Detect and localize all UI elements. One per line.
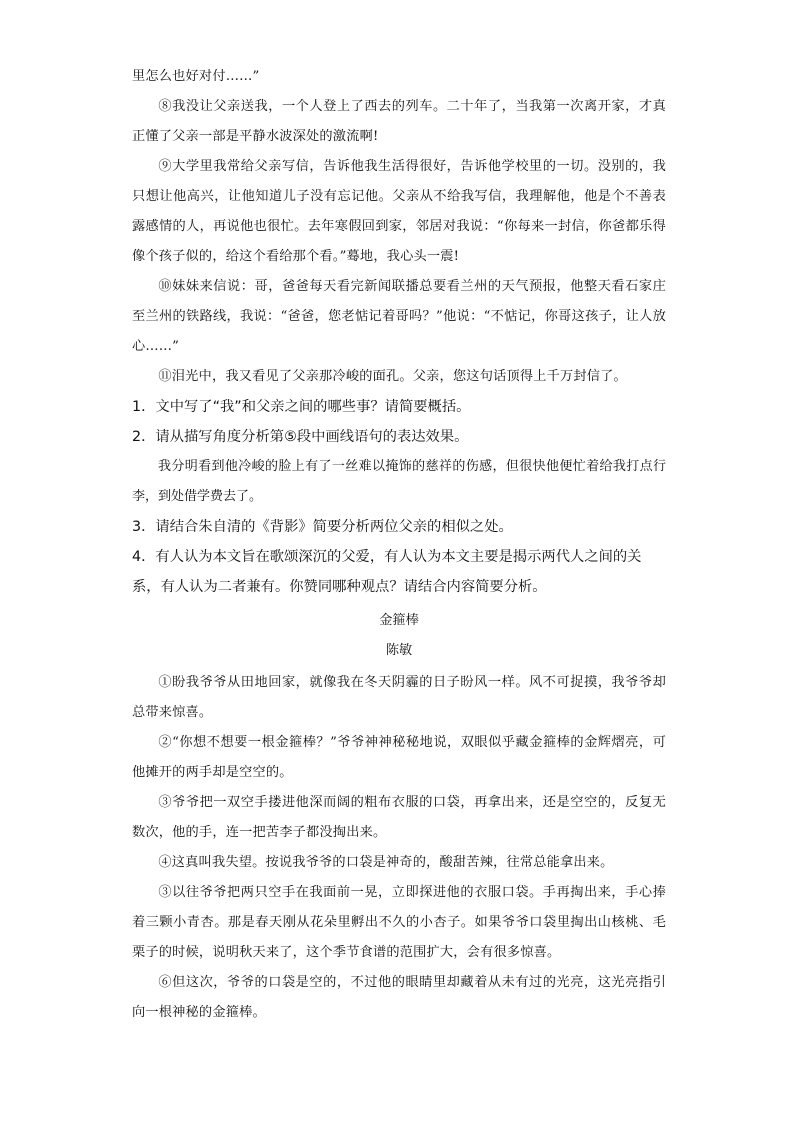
question-1: 1．文中写了“我”和父亲之间的哪些事？请简要概括。 [132, 399, 471, 415]
question-3: 3．请结合朱自清的《背影》简要分析两位父亲的相似之处。 [132, 519, 513, 535]
story-paragraph-5: ③以往爷爷把两只空手在我面前一晃，立即探进他的衣服口袋。手再掏出来，手心捧着三颗小青杏。那是春天刚从花朵里孵出不久的小杏子。如果爷爷口袋里掏出山核桃、毛栗子的时候，说明秋天来了，这个季节食谱的范围扩大，会有很多惊喜。 [132, 885, 666, 960]
story-paragraph-2: ②“你想不想要一根金箍棒？”爷爷神神秘秘地说，双眼似乎藏金箍棒的金辉熠亮，可他摊开的两手却是空空的。 [132, 735, 666, 780]
paragraph-10: ⑩妹妹来信说：哥，爸爸每天看完新闻联播总要看兰州的天气预报，他整天看石家庄至兰州的铁路线，我说：“爸爸，您老惦记着哥吗？”他说：“不惦记，你哥这孩子，让人放心……” [132, 279, 666, 354]
question-2-quoted-sentence: 我分明看到他冷峻的脸上有了一丝难以掩饰的慈祥的伤感，但很快他便忙着给我打点行李，到处借学费去了。 [132, 459, 666, 504]
paragraph-11: ⑪泪光中，我又看见了父亲那冷峻的面孔。父亲，您这句话顶得上千万封信了。 [158, 369, 627, 384]
story-paragraph-3: ③爷爷把一双空手搂进他深而阔的粗布衣服的口袋，再拿出来，还是空空的，反复无数次，他的手，连一把苦李子都没掏出来。 [132, 795, 666, 840]
story-paragraph-6: ⑥但这次，爷爷的口袋是空的，不过他的眼睛里却藏着从未有过的光亮，这光亮指引向一根神秘的金箍棒。 [132, 975, 666, 1020]
paragraph-9: ⑨大学里我常给父亲写信，告诉他我生活得很好，告诉他学校里的一切。没别的，我只想让他高兴，让他知道儿子没有忘记他。父亲从不给我写信，我理解他，他是个不善表露感情的人，再说他也很忙。去年寒假回到家，邻居对我说：“你每来一封信，你爸都乐得像个孩子似的，给这个看给那个看。”蓦地，我心头一震! [132, 159, 666, 264]
story-paragraph-1: ①盼我爷爷从田地回家，就像我在冬天阴霾的日子盼风一样。风不可捉摸，我爷爷却总带来惊喜。 [132, 675, 666, 720]
story-author: 陈敏 [385, 643, 413, 658]
story-title: 金箍棒 [379, 613, 419, 628]
question-4: 4．有人认为本文旨在歌颂深沉的父爱，有人认为本文主要是揭示两代人之间的关系，有人认为二者兼有。你赞同哪种观点？请结合内容简要分析。 [132, 549, 642, 595]
story-paragraph-4: ④这真叫我失望。按说我爷爷的口袋是神奇的，酸甜苦辣，往常总能拿出来。 [158, 855, 614, 870]
question-2: 2．请从描写角度分析第⑤段中画线语句的表达效果。 [132, 429, 469, 445]
paragraph-continuation: 里怎么也好对付……” [132, 69, 260, 84]
paragraph-8: ⑧我没让父亲送我，一个人登上了西去的列车。二十年了，当我第一次离开家，才真正懂了父亲一部是平静水波深处的激流啊! [132, 99, 666, 144]
document-content [132, 62, 666, 1028]
